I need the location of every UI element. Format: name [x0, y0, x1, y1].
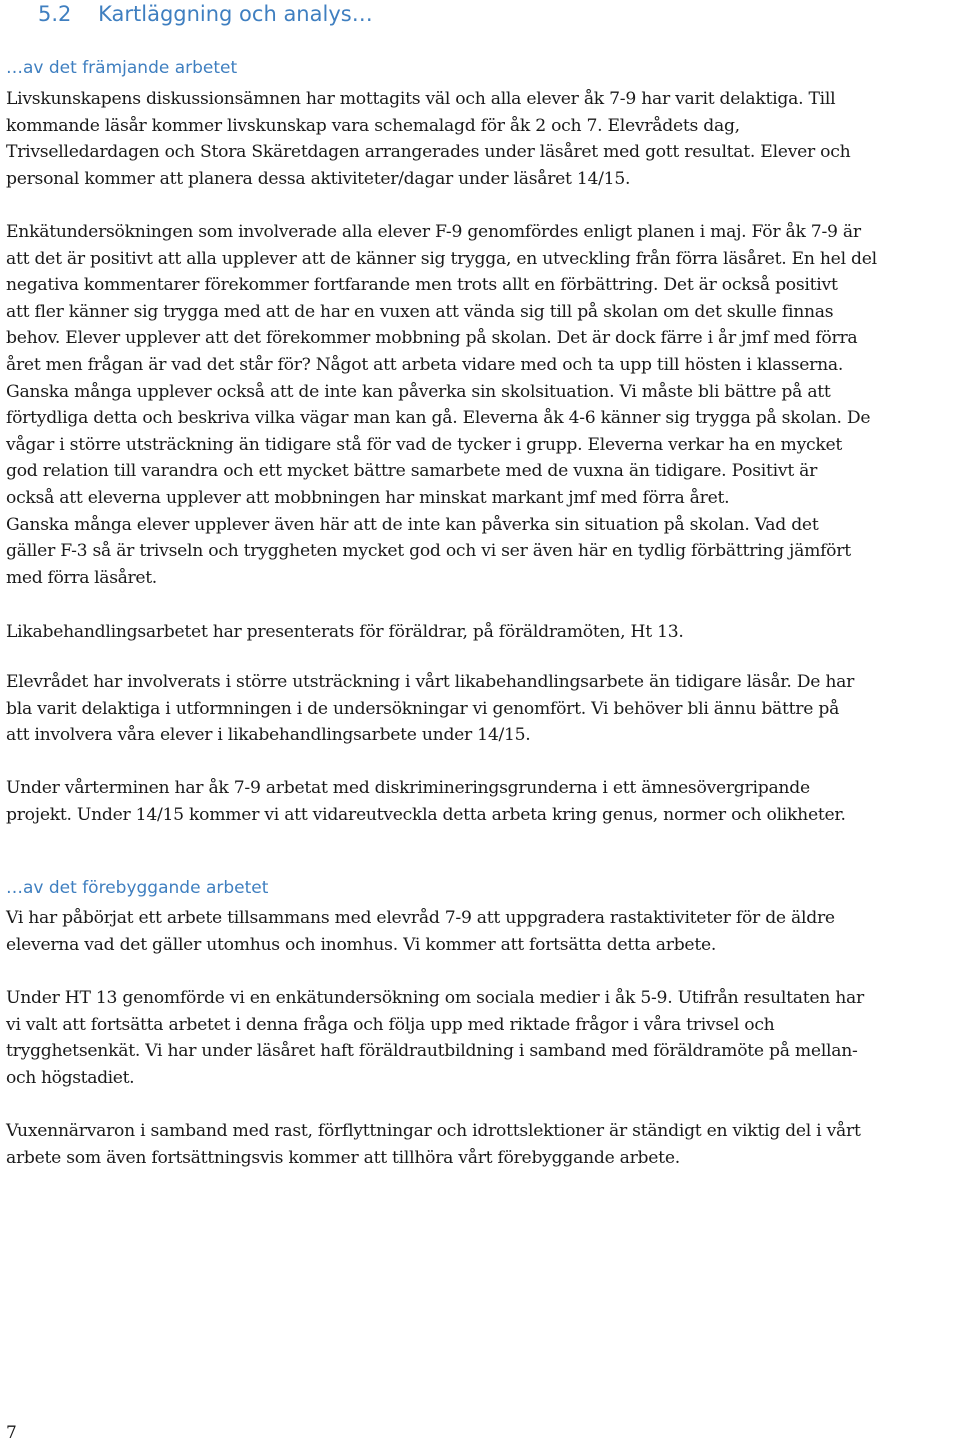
- paragraph-social-media: [6, 985, 958, 1091]
- text-line: negativa kommentarer förekommer fortfarande men trots allt en förbättring. Det är också positivt: [6, 275, 838, 296]
- paragraph-life-skills: [6, 86, 958, 192]
- text-line: Enkätundersökningen som involverade alla elever F-9 genomfördes enligt planen i maj. För åk 7-9 är: [6, 222, 861, 242]
- text-line: Under HT 13 genomförde vi en enkätundersökning om sociala medier i åk 5-9. Utifrån resultaten har: [6, 988, 864, 1008]
- text-line: vi valt att fortsätta arbetet i denna fråga och följa upp med riktade frågor i våra trivsel och: [6, 1014, 775, 1035]
- text-line: Vuxennärvaron i samband med rast, förflyttningar och idrottslektioner är ständigt en viktig del i vårt: [6, 1121, 861, 1141]
- text-line: och högstadiet.: [6, 1067, 135, 1088]
- text-line: Under vårterminen har åk 7-9 arbetat med diskrimineringsgrunderna i ett ämnesövergripande: [6, 778, 810, 798]
- paragraph-discrimination: [6, 775, 958, 828]
- text-line: gäller F-3 så är trivseln och tryggheten mycket god och vi ser även här en tydlig förbättring jämfört: [6, 541, 851, 562]
- text-line: Ganska många upplever också att de inte kan påverka sin skolsituation. Vi måste bli bättre på att: [6, 381, 831, 402]
- text-line: förtydliga detta och beskriva vilka vägar man kan gå. Eleverna åk 4-6 känner sig trygga på skolan. De: [6, 408, 871, 429]
- subheading-promoting: …av det främjande arbetet: [6, 58, 238, 78]
- text-line: med förra läsåret.: [6, 567, 157, 588]
- text-line: Vi har påbörjat ett arbete tillsammans med elevråd 7-9 att uppgradera rastaktiviteter för de äldre: [6, 908, 835, 928]
- paragraph-student-council: [6, 669, 958, 749]
- subheading-preventive: …av det förebyggande arbetet: [6, 878, 269, 898]
- text-line: eleverna vad det gäller utomhus och inomhus. Vi kommer att fortsätta detta arbete.: [6, 934, 717, 955]
- text-line: projekt. Under 14/15 kommer vi att vidareutveckla detta arbeta kring genus, normer och olikheter.: [6, 804, 846, 825]
- text-line: Likabehandlingsarbetet har presenterats för föräldrar, på föräldramöten, Ht 13.: [6, 622, 684, 642]
- paragraph-equal-treatment: [6, 619, 958, 646]
- text-line: Elevrådet har involverats i större utsträckning i vårt likabehandlingsarbete än tidigare läsår. De har: [6, 672, 855, 692]
- text-line: Livskunskapens diskussionsämnen har mottagits väl och alla elever åk 7-9 har varit delaktiga. Till: [6, 89, 836, 109]
- text-line: god relation till varandra och ett mycket bättre samarbete med de vuxna än tidigare. Positivt är: [6, 461, 818, 482]
- section-heading: 5.2 Kartläggning och analys…: [38, 2, 373, 26]
- text-line: Ganska många elever upplever även här att de inte kan påverka sin situation på skolan. Vad det: [6, 514, 819, 535]
- page-number: 7: [6, 1423, 17, 1443]
- text-line: arbete som även fortsättningsvis kommer att tillhöra vårt förebyggande arbete.: [6, 1147, 680, 1168]
- text-line: att involvera våra elever i likabehandlingsarbete under 14/15.: [6, 725, 531, 746]
- text-line: vågar i större utsträckning än tidigare stå för vad de tycker i grupp. Eleverna verkar ha en mycket: [6, 434, 843, 455]
- text-line: trygghetsenkät. Vi har under läsåret haft föräldrautbildning i samband med föräldramöte på mellan-: [6, 1041, 858, 1062]
- text-line: kommande läsår kommer livskunskap vara schemalagd för åk 2 och 7. Elevrådets dag,: [6, 115, 740, 136]
- text-line: också att eleverna upplever att mobbningen har minskat markant jmf med förra året.: [6, 487, 730, 508]
- text-line: Trivselledardagen och Stora Skäretdagen arrangerades under läsåret med gott resultat. Elever och: [6, 142, 851, 163]
- text-line: behov. Elever upplever att det förekommer mobbning på skolan. Det är dock färre i år jmf med förra: [6, 328, 858, 349]
- text-line: personal kommer att planera dessa aktiviteter/dagar under läsåret 14/15.: [6, 168, 631, 189]
- text-line: att det är positivt att alla upplever att de känner sig trygga, en utveckling från förra läsåret. En hel del: [6, 248, 877, 269]
- paragraph-survey: [6, 219, 958, 591]
- text-line: bla varit delaktiga i utformningen i de undersökningar vi genomfört. Vi behöver bli ännu bättre på: [6, 698, 840, 719]
- paragraph-recess-activities: [6, 905, 958, 958]
- text-line: året men frågan är vad det står för? Något att arbeta vidare med och ta upp till hösten i klasserna.: [6, 354, 844, 375]
- text-line: att fler känner sig trygga med att de har en vuxen att vända sig till på skolan om det skulle finnas: [6, 301, 834, 322]
- paragraph-adult-presence: [6, 1118, 958, 1171]
